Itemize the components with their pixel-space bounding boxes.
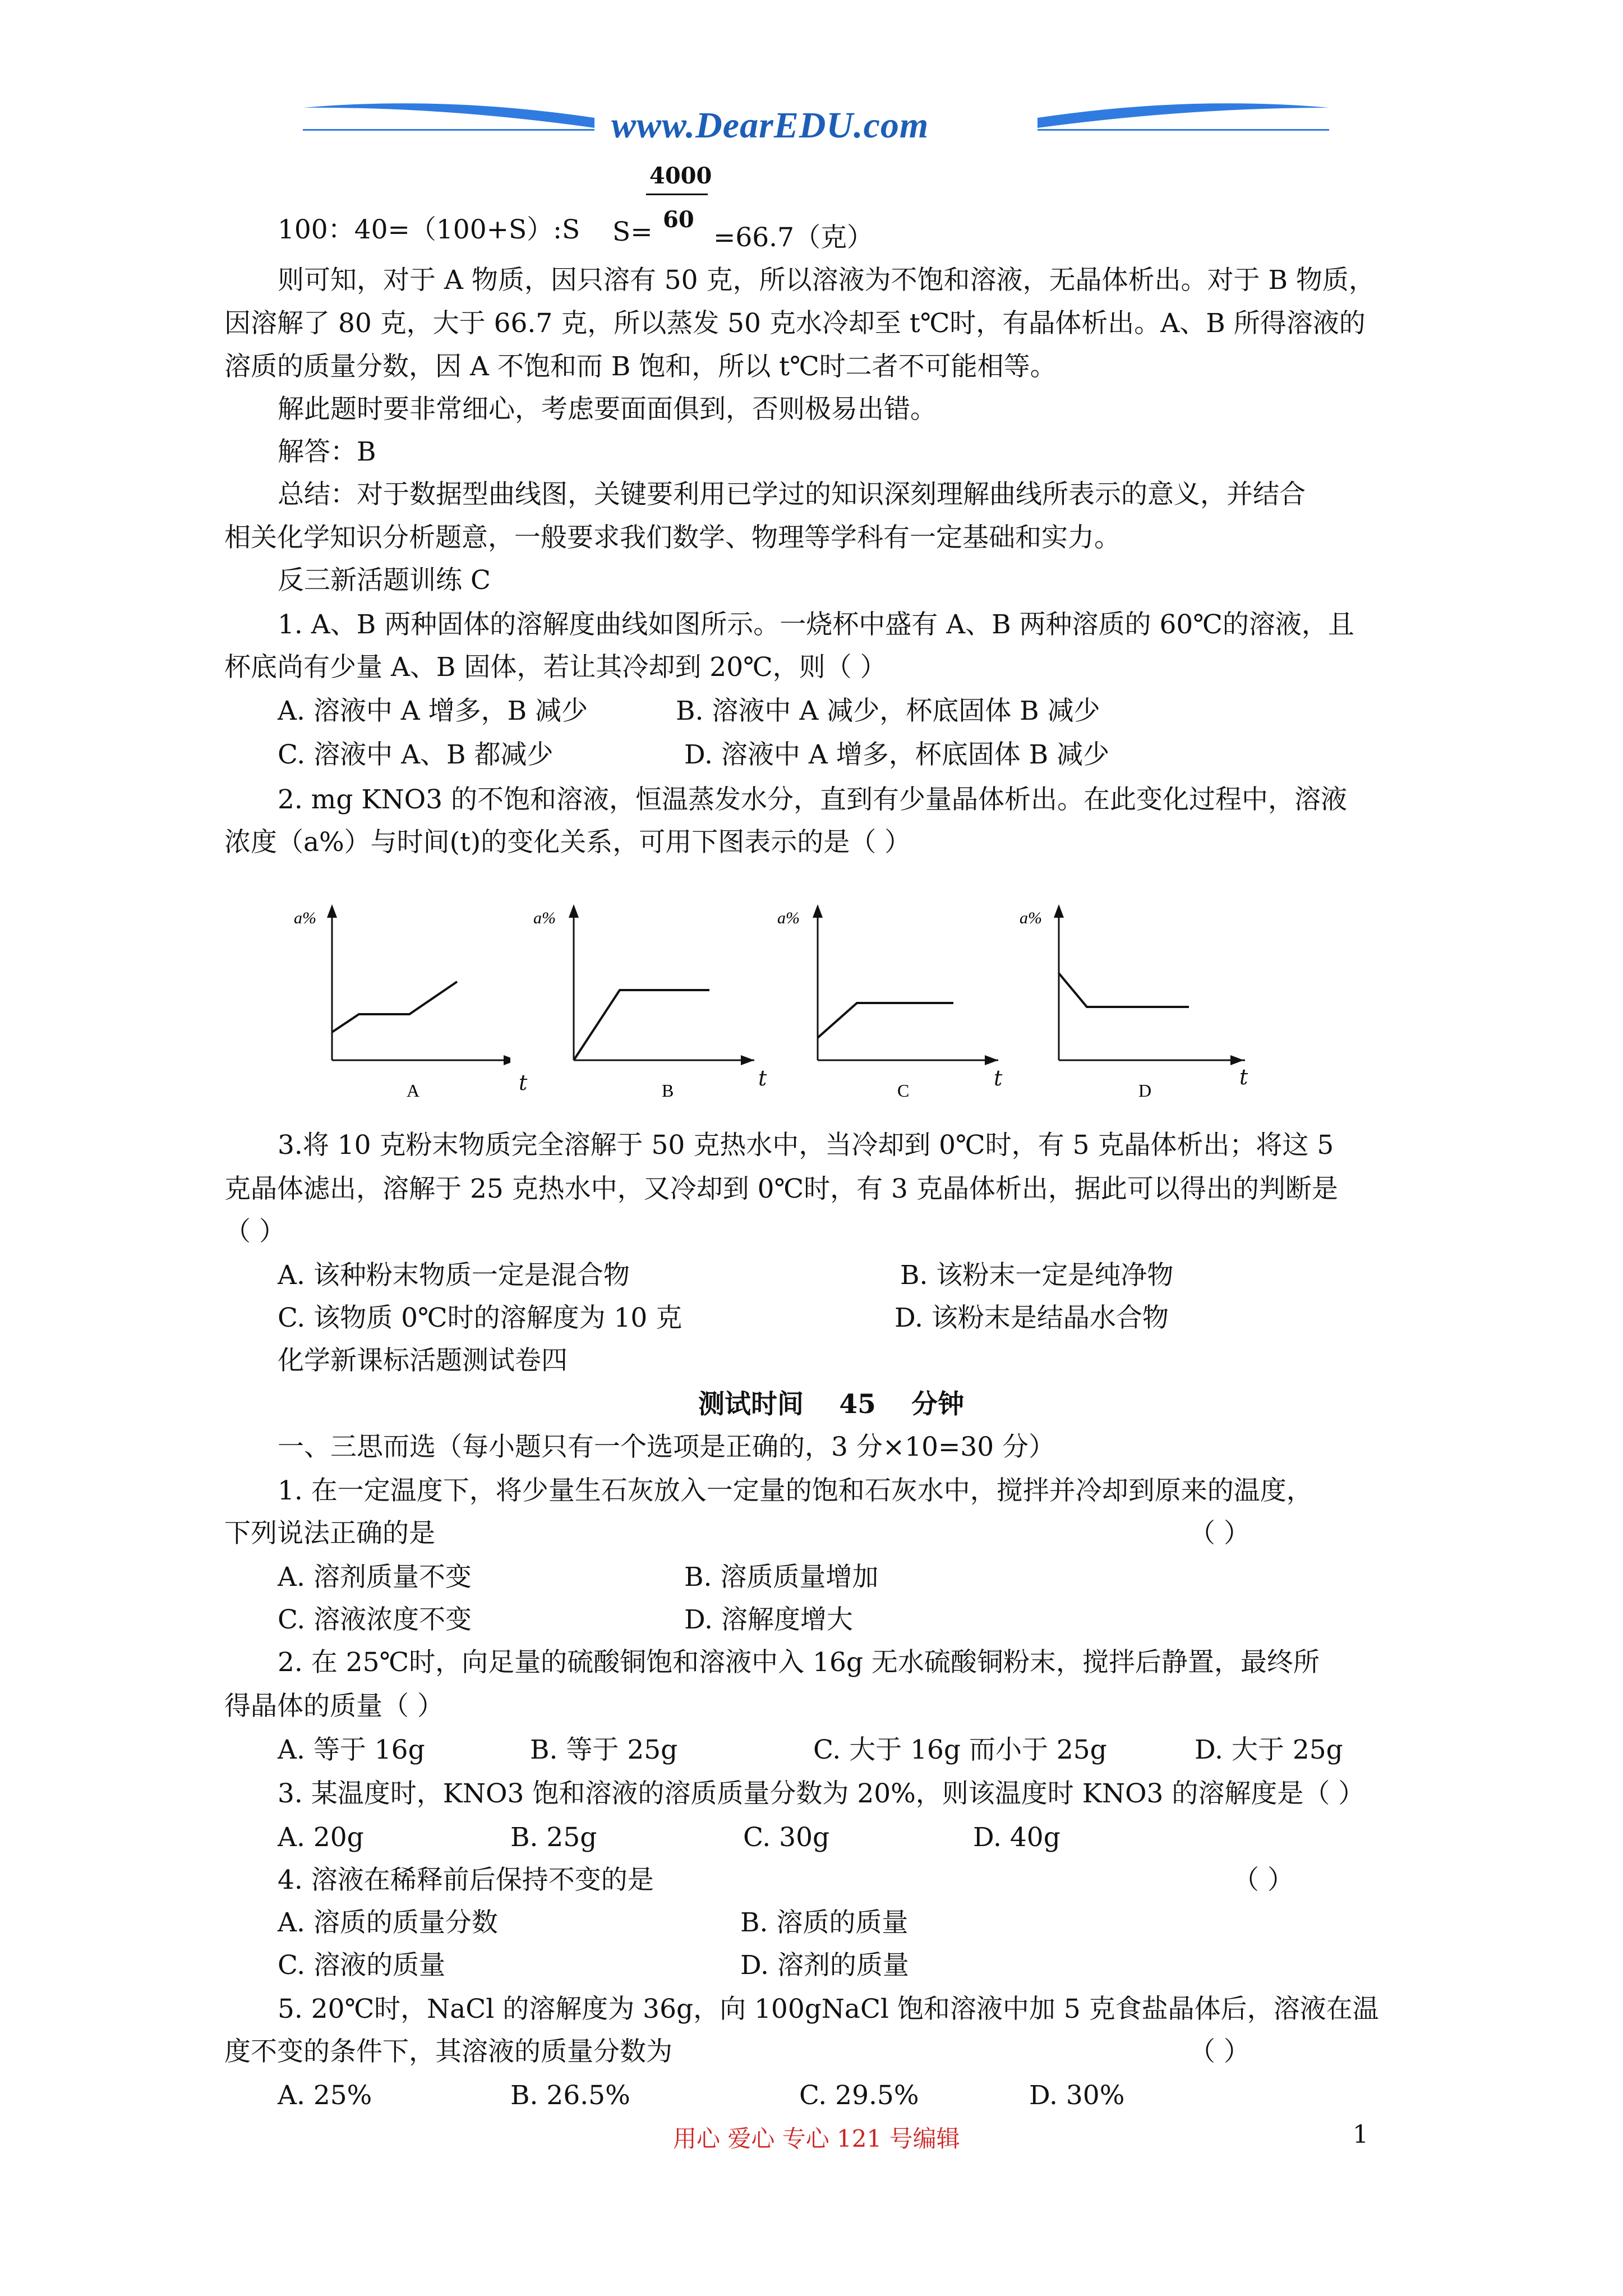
question-4-text: 4. 溶液在稀释前后保持不变的是 [278, 1865, 654, 1895]
answer-line: 解答：B [278, 436, 376, 467]
option-a: A. 等于 16g [278, 1734, 425, 1765]
option-b: B. 溶质质量增加 [684, 1562, 879, 1593]
option-c: C. 溶液的质量 [278, 1950, 446, 1981]
question-2-text: 2. 在 25℃时，向足量的硫酸铜饱和溶液中入 16g 无水硫酸铜粉末，搅拌后静置，最终所 [278, 1647, 1320, 1678]
option-a: A. 20g [278, 1822, 364, 1853]
option-b: B. 等于 25g [530, 1734, 678, 1765]
option-label: C [897, 1080, 910, 1101]
option-a: A. 溶剂质量不变 [278, 1562, 472, 1593]
x-axis-label: t [519, 1070, 528, 1095]
question-1-text: 1. A、B 两种固体的溶解度曲线如图所示。一烧杯中盛有 A、B 两种溶质的 60℃的溶液，且 [278, 609, 1354, 640]
question-5-text: 度不变的条件下，其溶液的质量分数为 [224, 2036, 672, 2067]
option-label: D [1138, 1080, 1152, 1101]
question-2-text: 2. mg KNO3 的不饱和溶液，恒温蒸发水分，直到有少量晶体析出。在此变化过程中，溶液 [278, 784, 1347, 815]
question-2-text: 浓度（a%）与时间(t)的变化关系，可用下图表示的是（ ） [224, 827, 911, 858]
graph-d [1009, 892, 1234, 1128]
option-b: B. 25g [510, 1822, 597, 1853]
text-line: 解此题时要非常细心，考虑要面面俱到，否则极易出错。 [278, 394, 937, 425]
text-line: 总结：对于数据型曲线图，关键要利用已学过的知识深刻理解曲线所表示的意义，并结合 [278, 479, 1306, 510]
site-logo-text: www.DearEDU.com [611, 105, 929, 146]
section-heading: 反三新活题训练 C [278, 565, 491, 596]
y-axis-label: a% [533, 909, 556, 927]
option-d: D. 该粉末是结晶水合物 [895, 1303, 1169, 1333]
question-3-text: 克晶体滤出，溶解于 25 克热水中，又冷却到 0℃时，有 3 克晶体析出，据此可以得出的判断是 [224, 1174, 1338, 1204]
answer-brackets: （ ） [1189, 1518, 1250, 1549]
test-time: 测试时间 45 分钟 [698, 1389, 965, 1420]
option-label: A [407, 1080, 420, 1101]
answer-brackets: （ ） [1189, 2036, 1250, 2067]
text-line: 因溶解了 80 克，大于 66.7 克，所以蒸发 50 克水冷却至 t℃时，有晶体析出。A、B 所得溶液的 [224, 308, 1366, 339]
option-d: D. 大于 25g [1195, 1734, 1343, 1765]
question-3-text: 3.将 10 克粉末物质完全溶解于 50 克热水中，当冷却到 0℃时，有 5 克晶体析出；将这 5 [278, 1130, 1334, 1161]
section-heading: 一、三思而选（每小题只有一个选项是正确的，3 分×10=30 分） [278, 1432, 1055, 1462]
question-5-text: 5. 20℃时，NaCl 的溶解度为 36g，向 100gNaCl 饱和溶液中加 5 克食盐晶体后，溶液在温 [278, 1994, 1379, 2024]
option-b: B. 该粉末一定是纯净物 [900, 1260, 1174, 1291]
graph-b [530, 892, 754, 1128]
question-1-text: 下列说法正确的是 [224, 1518, 435, 1549]
x-axis-label: t [994, 1066, 1003, 1091]
y-axis-label: a% [1020, 909, 1042, 927]
question-3-text: 3. 某温度时，KNO3 饱和溶液的溶质质量分数为 20%，则该温度时 KNO3 的溶解度是（ ） [278, 1778, 1365, 1809]
fraction-numerator: 4000 [649, 163, 712, 189]
option-b: B. 溶液中 A 减少，杯底固体 B 减少 [676, 696, 1100, 726]
question-2-text: 得晶体的质量（ ） [224, 1691, 444, 1722]
text-line: 溶质的质量分数，因 A 不饱和而 B 饱和，所以 t℃时二者不可能相等。 [224, 351, 1057, 382]
x-axis-label: t [758, 1066, 767, 1091]
option-a: A. 溶质的质量分数 [278, 1907, 498, 1938]
option-c: C. 29.5% [799, 2080, 919, 2111]
fraction-denominator: 60 [663, 206, 694, 233]
graph-c [774, 892, 998, 1128]
option-label: B [662, 1080, 674, 1101]
formula-left: 100：40=（100+S）:S [278, 214, 580, 245]
option-a: A. 25% [278, 2080, 372, 2111]
answer-brackets: （ ） [1233, 1865, 1294, 1895]
test-title: 化学新课标活题测试卷四 [278, 1345, 568, 1376]
text-line: 则可知，对于 A 物质，因只溶有 50 克，所以溶液为不饱和溶液，无晶体析出。对于 B 物质， [278, 265, 1375, 296]
option-d: D. 40g [973, 1822, 1061, 1853]
question-1-text: 1. 在一定温度下，将少量生石灰放入一定量的饱和石灰水中，搅拌并冷却到原来的温度， [278, 1475, 1313, 1506]
graph-a [286, 892, 510, 1128]
question-1-text: 杯底尚有少量 A、B 固体，若让其冷却到 20℃，则（ ） [224, 652, 887, 683]
option-b: B. 26.5% [510, 2080, 630, 2111]
text-line: 相关化学知识分析题意，一般要求我们数学、物理等学科有一定基础和实力。 [224, 522, 1121, 553]
option-d: D. 溶液中 A 增多，杯底固体 B 减少 [684, 739, 1110, 770]
option-d: D. 30% [1029, 2080, 1125, 2111]
option-c: C. 溶液浓度不变 [278, 1604, 472, 1635]
option-b: B. 溶质的质量 [740, 1907, 909, 1938]
formula-s-label: S= [612, 217, 653, 247]
formula-result: =66.7（克） [713, 222, 874, 253]
question-3-text: （ ） [224, 1216, 285, 1247]
option-c: C. 该物质 0℃时的溶解度为 10 克 [278, 1303, 683, 1333]
option-a: A. 该种粉末物质一定是混合物 [278, 1260, 630, 1291]
option-c: C. 溶液中 A、B 都减少 [278, 739, 554, 770]
option-d: D. 溶剂的质量 [740, 1950, 909, 1981]
y-axis-label: a% [294, 909, 316, 927]
y-axis-label: a% [777, 909, 800, 927]
footer-text: 用心 爱心 专心 121 号编辑 [673, 2125, 960, 2152]
option-a: A. 溶液中 A 增多，B 减少 [278, 696, 588, 726]
option-c: C. 大于 16g 而小于 25g [813, 1734, 1107, 1765]
page-number: 1 [1353, 2120, 1368, 2149]
option-d: D. 溶解度增大 [684, 1604, 853, 1635]
option-c: C. 30g [743, 1822, 830, 1853]
x-axis-label: t [1239, 1065, 1248, 1089]
fraction-bar [646, 194, 708, 195]
